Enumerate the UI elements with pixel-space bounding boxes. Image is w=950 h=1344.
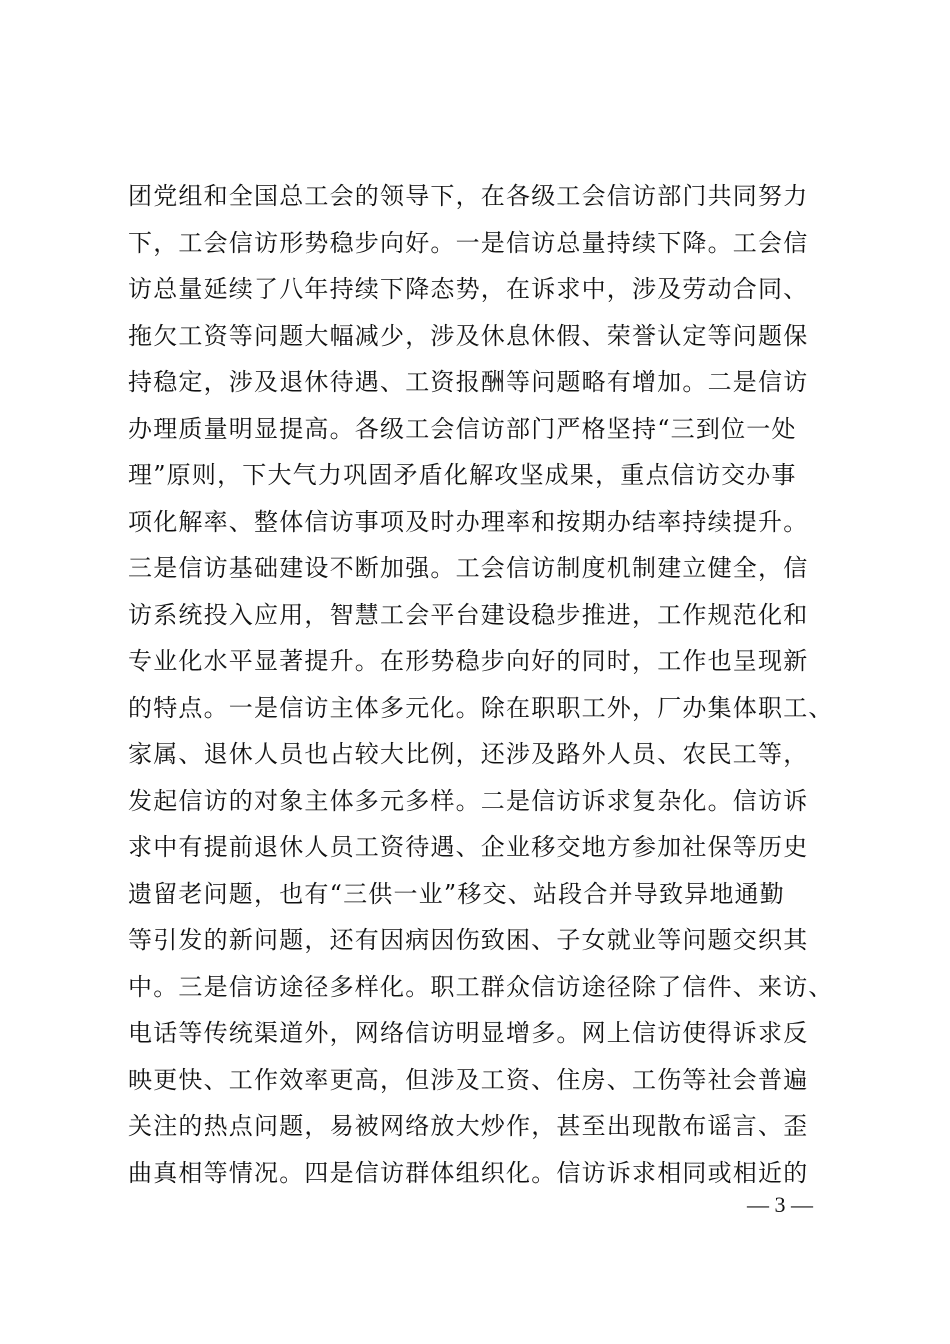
text-line: 访系统投入应用，智慧工会平台建设稳步推进，工作规范化和 <box>128 600 809 629</box>
text-line: 曲真相等情况。四是信访群体组织化。信访诉求相同或相近的 <box>128 1158 809 1187</box>
text-line: 电话等传统渠道外，网络信访明显增多。网上信访使得诉求反 <box>128 1019 809 1047</box>
text-line: 项化解率、整体信访事项及时办理率和按期办结率持续提升。 <box>128 507 809 536</box>
page-number: — 3 — <box>747 1192 813 1217</box>
text-line: 映更快、工作效率更高，但涉及工资、住房、工伤等社会普遍 <box>128 1065 809 1094</box>
text-line: 访总量延续了八年持续下降态势，在诉求中，涉及劳动合同、 <box>128 275 809 303</box>
text-line: 持稳定，涉及退休待遇、工资报酬等问题略有增加。二是信访 <box>128 368 809 396</box>
text-line: 关注的热点问题，易被网络放大炒作，甚至出现散布谣言、歪 <box>128 1112 809 1140</box>
text-line: 中。三是信访途径多样化。职工群众信访途径除了信件、来访、 <box>128 972 834 1001</box>
text-line: 拖欠工资等问题大幅减少，涉及休息休假、荣誉认定等问题保 <box>128 321 809 350</box>
text-line: 遗留老问题，也有“三供一业”移交、站段合并导致异地通勤 <box>128 879 785 908</box>
text-line: 三是信访基础建设不断加强。工会信访制度机制建立健全，信 <box>128 554 809 582</box>
text-line: 专业化水平显著提升。在形势稳步向好的同时，工作也呈现新 <box>128 647 809 675</box>
text-line: 家属、退休人员也占较大比例，还涉及路外人员、农民工等， <box>128 740 809 768</box>
text-line: 发起信访的对象主体多元多样。二是信访诉求复杂化。信访诉 <box>128 786 809 815</box>
text-line: 理”原则，下大气力巩固矛盾化解攻坚成果，重点信访交办事 <box>128 461 797 489</box>
text-line: 的特点。一是信访主体多元化。除在职职工外，厂办集体职工、 <box>128 693 834 722</box>
text-line: 下，工会信访形势稳步向好。一是信访总量持续下降。工会信 <box>128 228 809 257</box>
text-line: 团党组和全国总工会的领导下，在各级工会信访部门共同努力 <box>128 182 809 210</box>
text-line: 求中有提前退休人员工资待遇、企业移交地方参加社保等历史 <box>128 833 809 861</box>
body-text <box>128 173 848 1196</box>
text-line: 办理质量明显提高。各级工会信访部门严格坚持“三到位一处 <box>128 414 797 443</box>
text-line: 等引发的新问题，还有因病因伤致困、子女就业等问题交织其 <box>128 926 809 954</box>
